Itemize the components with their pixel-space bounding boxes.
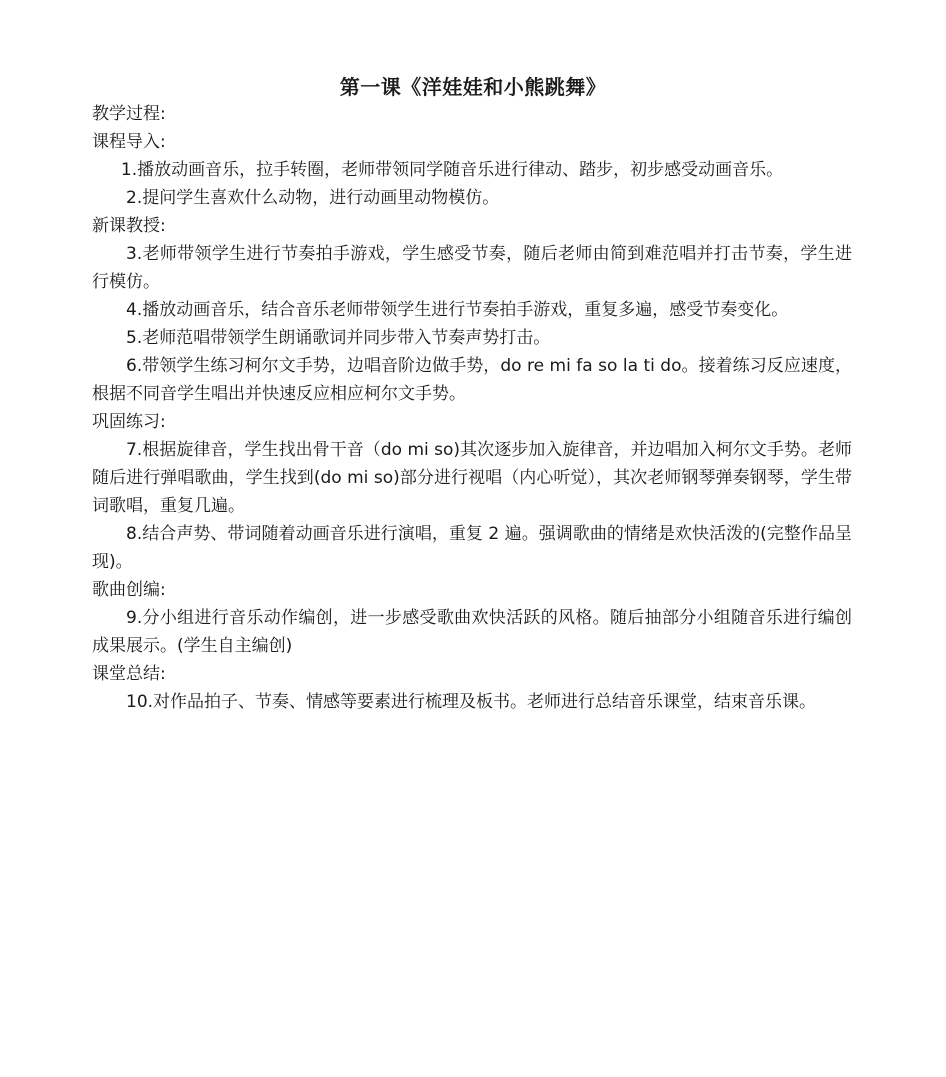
paragraph-step-4: 4.播放动画音乐，结合音乐老师带领学生进行节奏拍手游戏，重复多遍，感受节奏变化。 [126,300,789,320]
document-title: 第一课《洋娃娃和小熊跳舞》 [339,75,607,99]
paragraph-step-5: 5.老师范唱带领学生朗诵歌词并同步带入节奏声势打击。 [126,328,551,348]
document-body [92,100,852,716]
paragraph-step-2: 2.提问学生喜欢什么动物，进行动画里动物模仿。 [126,188,500,208]
paragraph-step-7: 7.根据旋律音，学生找出骨干音（do mi so)其次逐步加入旋律音，并边唱加入柯尔文手势。老师随后进行弹唱歌曲，学生找到(do mi so)部分进行视唱（内心听觉），其次老师钢琴弹奏钢琴，学生带词歌唱，重复几遍。 [92,440,852,516]
paragraph-step-1: 1.播放动画音乐，拉手转圈，老师带领同学随音乐进行律动、踏步，初步感受动画音乐。 [120,160,784,180]
paragraph-step-8: 8.结合声势、带词随着动画音乐进行演唱，重复 2 遍。强调歌曲的情绪是欢快活泼的(完整作品呈现)。 [92,524,852,572]
section-label-intro: 课程导入: [92,132,166,152]
paragraph-step-6: 6.带领学生练习柯尔文手势，边唱音阶边做手势，do re mi fa so la ti do。接着练习反应速度，根据不同音学生唱出并快速反应相应柯尔文手势。 [92,356,852,404]
paragraph-step-10: 10.对作品拍子、节奏、情感等要素进行梳理及板书。老师进行总结音乐课堂，结束音乐课。 [126,692,817,712]
paragraph-step-9: 9.分小组进行音乐动作编创，进一步感受歌曲欢快活跃的风格。随后抽部分小组随音乐进行编创成果展示。(学生自主编创) [92,608,852,656]
section-label-new-lesson: 新课教授: [92,216,166,236]
section-label-summary: 课堂总结: [92,664,166,684]
section-label-process: 教学过程: [92,104,166,124]
paragraph-step-3: 3.老师带领学生进行节奏拍手游戏，学生感受节奏，随后老师由简到难范唱并打击节奏，学生进行模仿。 [92,244,852,292]
section-label-practice: 巩固练习: [92,412,166,432]
section-label-creation: 歌曲创编: [92,580,166,600]
